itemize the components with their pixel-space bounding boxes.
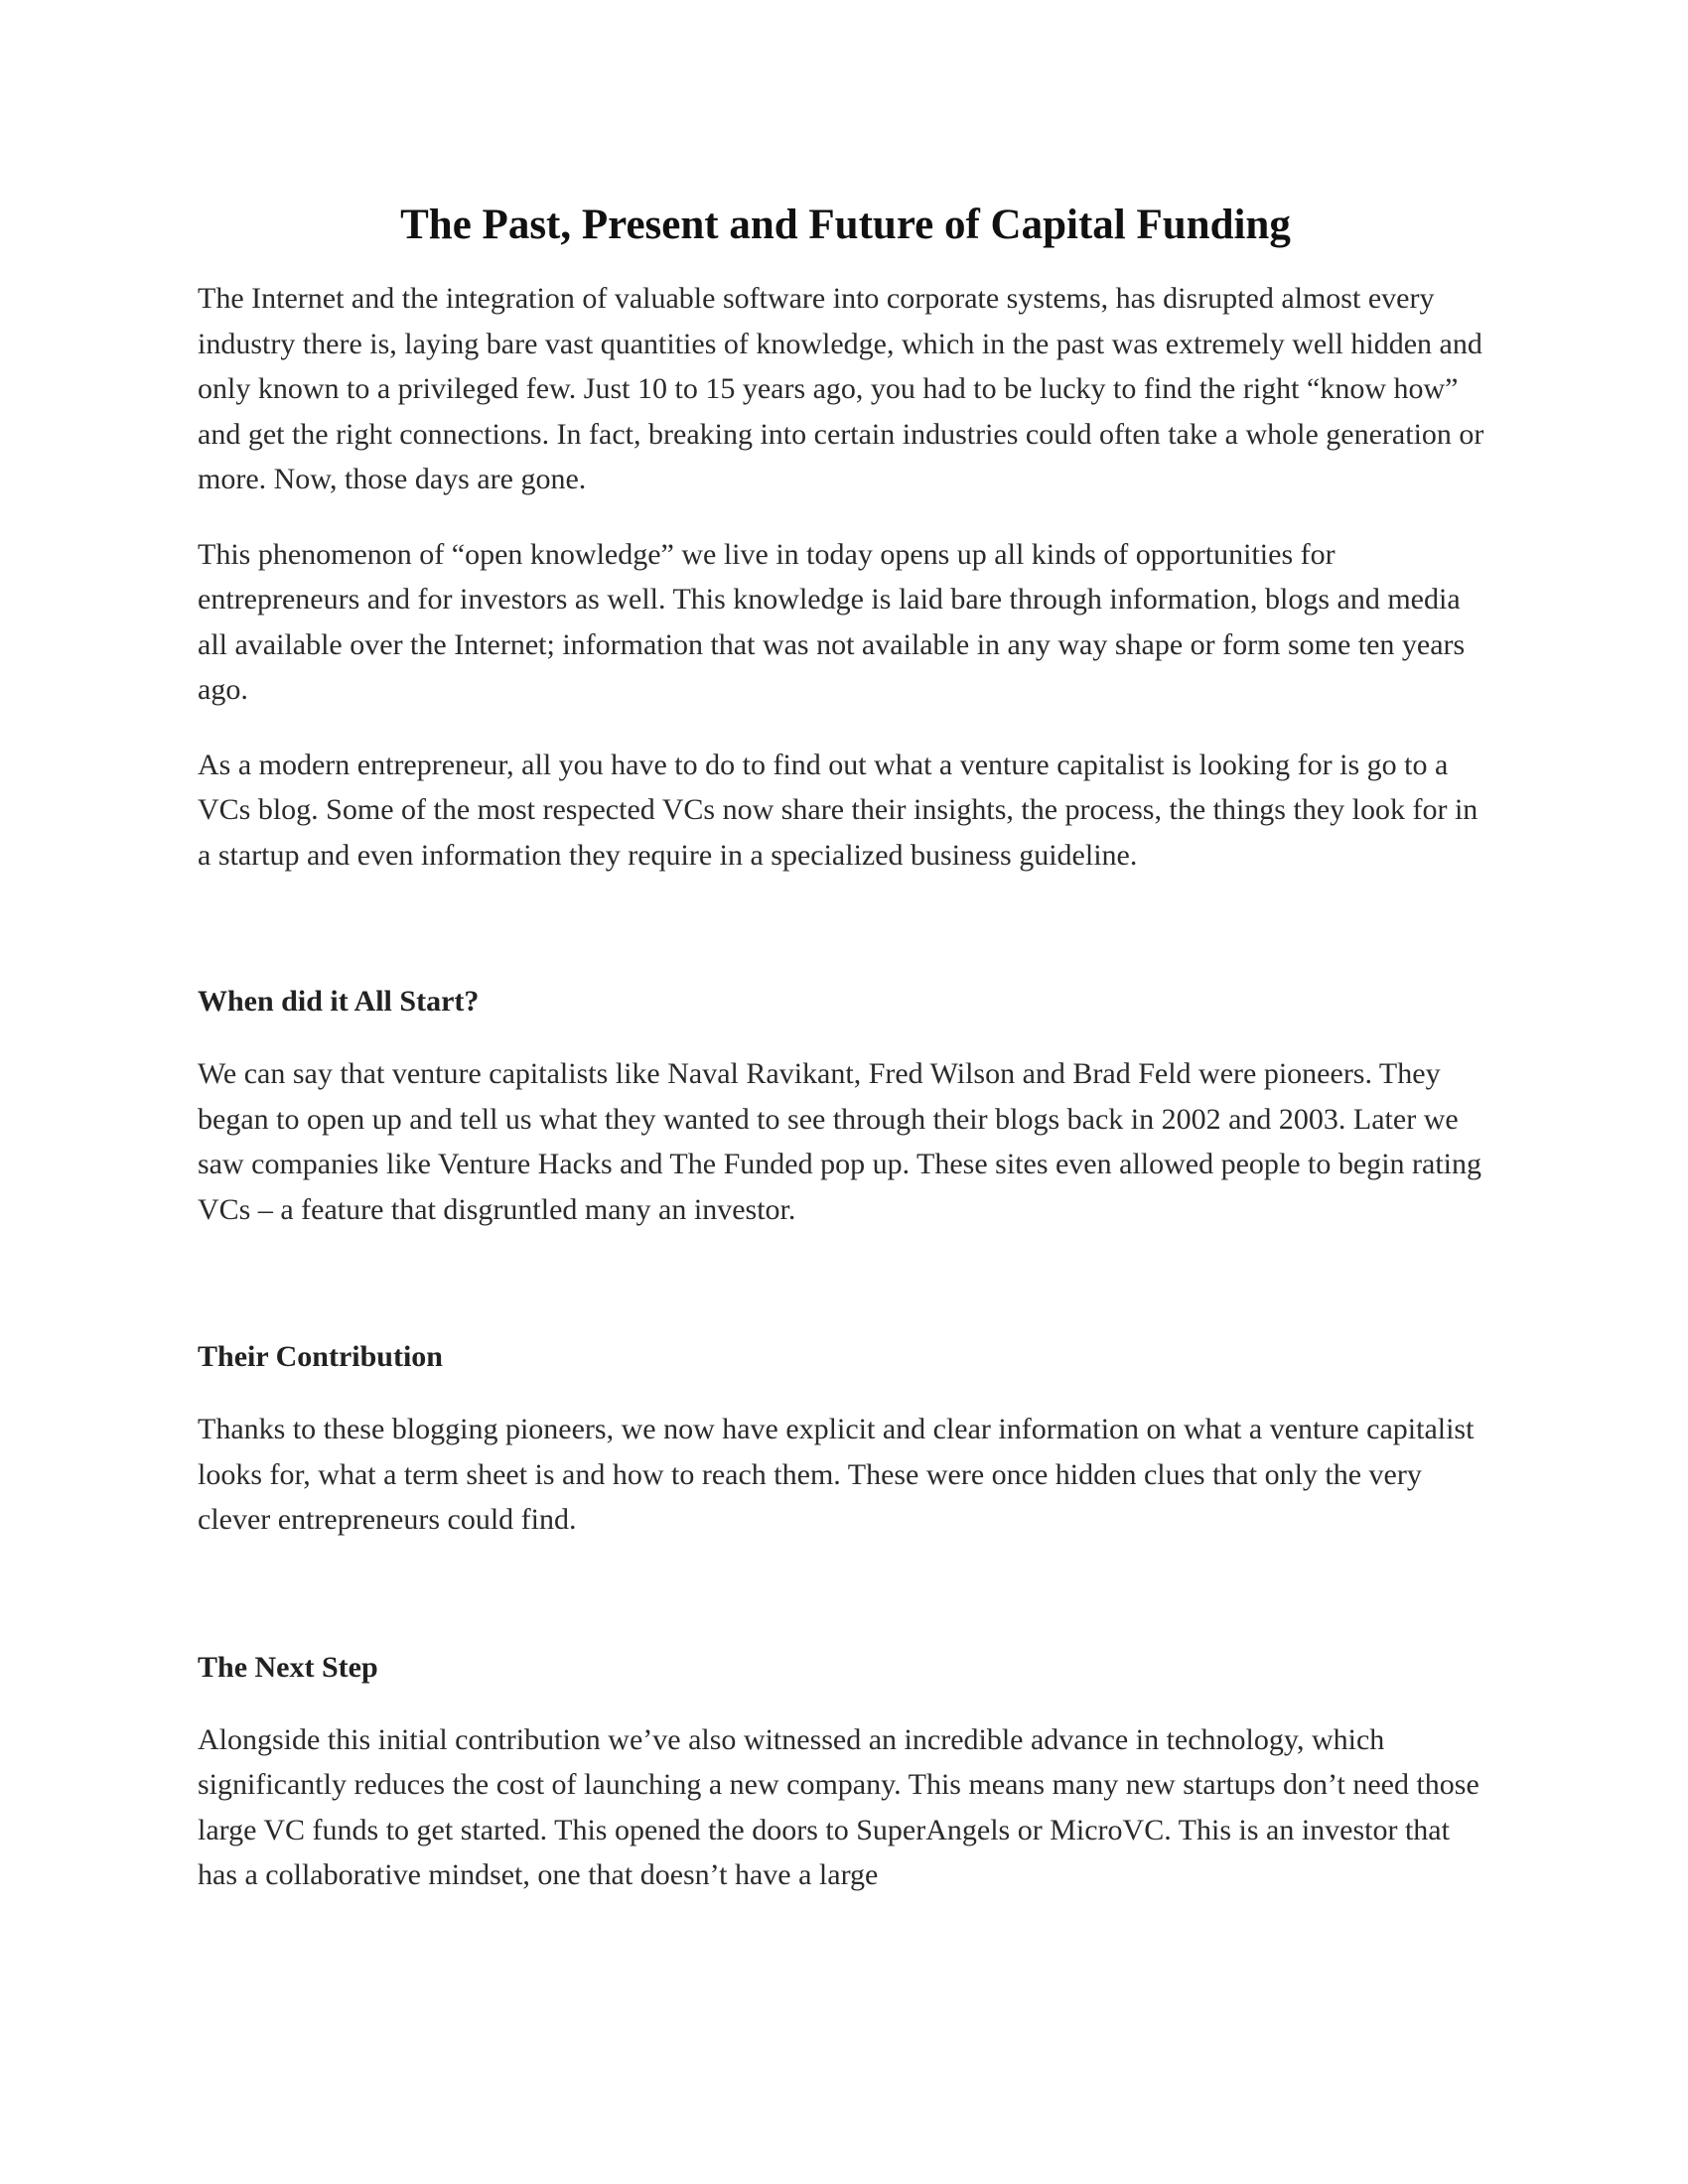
section-body-the-next-step: Alongside this initial contribution we’ve also witnessed an incredible advance in technology, which significantly reduces the cost of launching a new company. This means many new startups don’t need those large VC funds to get started. This opened the doors to SuperAngels or MicroVC. This is an investor that has a collaborative mindset, one that doesn’t have a large <box>198 1722 1479 1891</box>
document-title: The Past, Present and Future of Capital Funding <box>400 202 1291 248</box>
section-heading-their-contribution: Their Contribution <box>198 1340 443 1373</box>
section-body-their-contribution: Thanks to these blogging pioneers, we now have explicit and clear information on what a venture capitalist looks for, what a term sheet is and how to reach them. These were once hidden clues that only the very clever entrepreneurs could find. <box>198 1413 1475 1536</box>
intro-paragraph-1: The Internet and the integration of valuable software into corporate systems, has disrupted almost every industry there is, laying bare vast quantities of knowledge, which in the past was extremely well hidden and only known to a privileged few. Just 10 to 15 years ago, you had to be lucky to find the right “know how” and get the right connections. In fact, breaking into certain industries could often take a whole generation or more. Now, those days are gone. <box>198 282 1484 495</box>
section-heading-the-next-step: The Next Step <box>198 1650 378 1684</box>
section-heading-when-did-it-start: When did it All Start? <box>198 985 480 1018</box>
intro-paragraph-2: This phenomenon of “open knowledge” we live in today opens up all kinds of opportunities for entrepreneurs and for investors as well. This knowledge is laid bare through information, blogs and media all available over the Internet; information that was not available in any way shape or form some ten years ago. <box>198 537 1466 706</box>
section-body-when-did-it-start: We can say that venture capitalists like Naval Ravikant, Fred Wilson and Brad Feld were pioneers. They began to open up and tell us what they wanted to see through their blogs back in 2002 and 2003. Later we saw companies like Venture Hacks and The Funded pop up. These sites even allowed people to begin rating VCs – a feature that disgruntled many an investor. <box>198 1057 1482 1226</box>
document-content <box>198 195 1493 1898</box>
intro-paragraph-3: As a modern entrepreneur, all you have to do to find out what a venture capitalist is looking for is go to a VCs blog. Some of the most respected VCs now share their insights, the process, the things they look for in a startup and even information they require in a specialized business guideline. <box>198 748 1478 872</box>
